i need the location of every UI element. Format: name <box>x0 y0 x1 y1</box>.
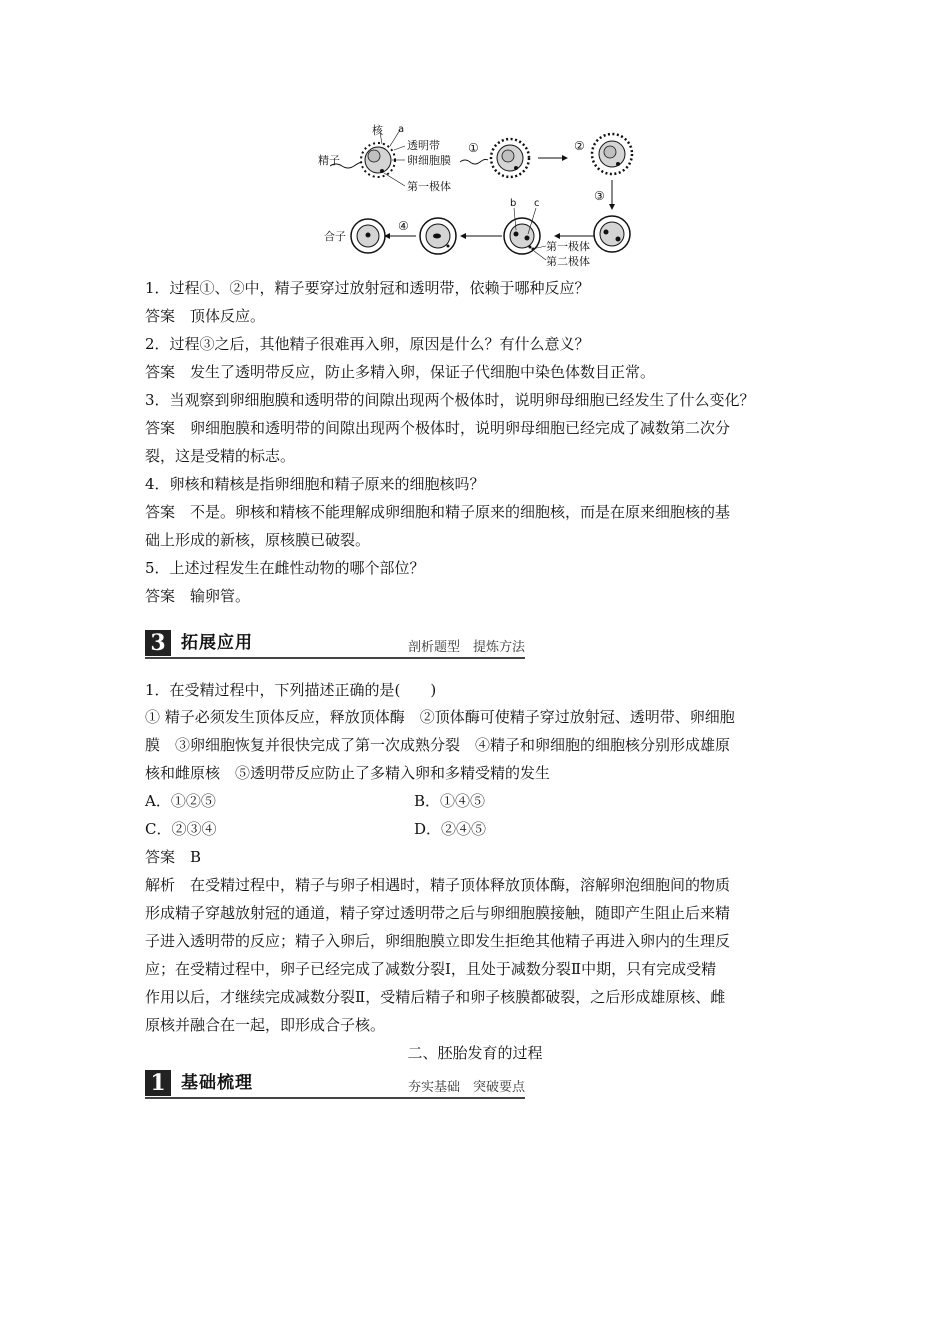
oocyte-step-3 <box>592 134 632 174</box>
explanation-line-3: 子进入透明带的反应；精子入卵后，卵细胞膜立即发生拒绝其他精子再进入卵内的生理反 <box>145 932 731 950</box>
question-1: 1．过程①、②中，精子要穿过放射冠和透明带，依赖于哪种反应？ <box>145 279 590 297</box>
nucleus-label: 核 <box>372 124 383 137</box>
exercise-stem: 1．在受精过程中，下列描述正确的是( ) <box>145 681 437 699</box>
exercise-statement-line-1: ① 精子必须发生顶体反应，释放顶体酶 ②顶体酶可使精子穿过放射冠、透明带、卵细胞 <box>145 708 735 726</box>
section-header-basics <box>145 1070 525 1100</box>
option-b: B．①④⑤ <box>414 792 486 810</box>
explanation-line-6: 原核并融合在一起，即形成合子核。 <box>145 1016 386 1034</box>
oocyte-step-2 <box>491 139 529 177</box>
section-title: 基础梳理 <box>181 1073 253 1093</box>
answer-3-line-1: 答案 卵细胞膜和透明带的间隙出现两个极体时，说明卵母细胞已经完成了减数第二次分 <box>145 419 731 437</box>
membrane-label: 卵细胞膜 <box>407 154 451 167</box>
explanation-line-4: 应；在受精过程中，卵子已经完成了减数分裂Ⅰ，且处于减数分裂Ⅱ中期，只有完成受精 <box>145 960 717 978</box>
question-2: 2．过程③之后，其他精子很难再入卵，原因是什么？有什么意义？ <box>145 335 590 353</box>
answer-3-line-2: 裂，这是受精的标志。 <box>145 447 296 465</box>
oocyte-step-6 <box>420 218 456 254</box>
answer-5: 答案 输卵管。 <box>145 587 251 605</box>
exercise-statement-line-3: 核和雌原核 ⑤透明带反应防止了多精入卵和多精受精的发生 <box>145 764 551 782</box>
oocyte-with-sperm <box>330 130 405 186</box>
zygote-label: 合子 <box>324 230 346 243</box>
first-polar-label-2: 第一极体 <box>546 240 590 253</box>
option-d: D．②④⑤ <box>414 820 487 838</box>
explanation-line-1: 解析 在受精过程中，精子与卵子相遇时，精子顶体释放顶体酶，溶解卵泡细胞间的物质 <box>145 876 731 894</box>
option-c: C．②③④ <box>145 820 217 838</box>
answer-2: 答案 发生了透明带反应，防止多精入卵，保证子代细胞中染色体数目正常。 <box>145 363 656 381</box>
explanation-line-2: 形成精子穿越放射冠的通道，精子穿过透明带之后与卵细胞膜接触，随即产生阻止后来精 <box>145 904 731 922</box>
section-rule <box>145 657 525 659</box>
explanation-line-5: 作用以后，才继续完成减数分裂Ⅱ，受精后精子和卵子核膜都破裂，之后形成雄原核、雌 <box>145 988 726 1006</box>
step-4: ④ <box>398 219 409 233</box>
option-a: A．①②⑤ <box>145 792 216 810</box>
step-2: ② <box>574 139 585 153</box>
exercise-answer: 答案 B <box>145 848 202 866</box>
sperm-label: 精子 <box>318 154 340 167</box>
fertilization-diagram <box>310 118 650 278</box>
zygote-cell <box>351 219 385 253</box>
oocyte-step-5 <box>504 208 546 260</box>
answer-4-line-1: 答案 不是。卵核和精核不能理解成卵细胞和精子原来的细胞核，而是在原来细胞核的基 <box>145 503 731 521</box>
label-a: a <box>398 124 405 135</box>
section-rule <box>145 1097 525 1099</box>
question-4: 4．卵核和精核是指卵细胞和精子原来的细胞核吗？ <box>145 475 485 493</box>
section-number: 1 <box>145 1070 171 1096</box>
section-number: 3 <box>145 630 171 656</box>
section-subtitle: 夯实基础 突破要点 <box>407 1080 525 1095</box>
part-2-heading: 二、胚胎发育的过程 <box>407 1044 543 1062</box>
step-1: ① <box>468 141 479 155</box>
section-header-expand <box>145 630 525 660</box>
label-b: b <box>510 198 517 209</box>
section-title: 拓展应用 <box>181 633 253 653</box>
question-5: 5．上述过程发生在雌性动物的哪个部位？ <box>145 559 425 577</box>
oocyte-step-4 <box>594 216 630 252</box>
step-3: ③ <box>594 189 605 203</box>
second-polar-label: 第二极体 <box>546 255 590 268</box>
zona-label: 透明带 <box>407 139 440 152</box>
question-3: 3．当观察到卵细胞膜和透明带的间隙出现两个极体时，说明卵母细胞已经发生了什么变化？ <box>145 391 755 409</box>
label-c: c <box>534 198 540 209</box>
section-subtitle: 剖析题型 提炼方法 <box>407 640 525 655</box>
exercise-statement-line-2: 膜 ③卵细胞恢复并很快完成了第一次成熟分裂 ④精子和卵细胞的细胞核分别形成雄原 <box>145 736 731 754</box>
answer-1: 答案 顶体反应。 <box>145 307 266 325</box>
answer-4-line-2: 础上形成的新核，原核膜已破裂。 <box>145 531 371 549</box>
first-polar-label: 第一极体 <box>407 180 451 193</box>
